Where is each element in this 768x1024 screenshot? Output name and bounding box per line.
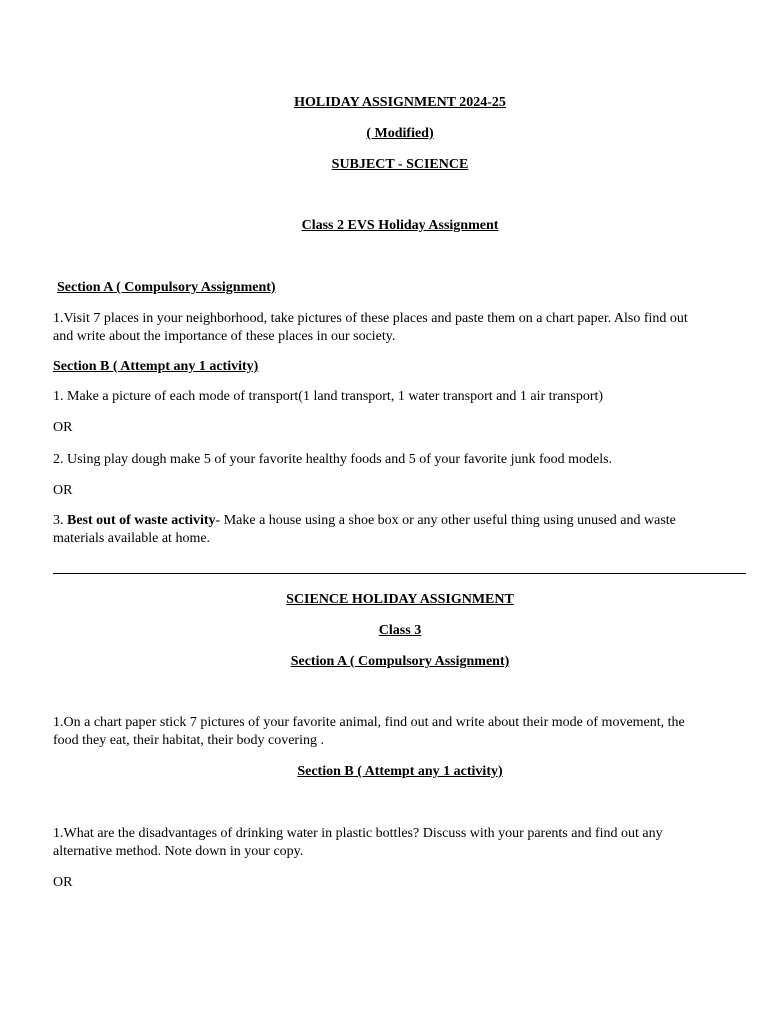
- class2-item-1: 1. Make a picture of each mode of transport(1 land transport, 1 water transport and 1 air transport): [53, 389, 604, 404]
- class2-section-a-heading: Section A ( Compulsory Assignment): [57, 280, 276, 295]
- class3-item-1-line2: alternative method. Note down in your copy.: [53, 844, 304, 859]
- class2-section-a-line2: and write about the importance of these places in our society.: [53, 329, 396, 344]
- document-title: HOLIDAY ASSIGNMENT 2024-25: [294, 95, 506, 110]
- class2-item-3-bold: Best out of waste activity: [67, 513, 216, 528]
- class3-label: Class 3: [378, 623, 422, 638]
- class3-or-1: OR: [53, 875, 73, 890]
- class2-item-3-prefix: 3.: [53, 513, 67, 528]
- class2-item-3: [53, 512, 676, 530]
- class3-section-a-line2: food they eat, their habitat, their body covering .: [53, 733, 324, 748]
- class2-or-1: OR: [53, 420, 73, 435]
- class3-section-a-heading: Section A ( Compulsory Assignment): [290, 654, 510, 669]
- section-divider: [53, 573, 746, 574]
- class2-item-2: 2. Using play dough make 5 of your favorite healthy foods and 5 of your favorite junk food models.: [53, 452, 613, 467]
- class2-item-3-rest: - Make a house using a shoe box or any other useful thing using unused and waste: [215, 513, 676, 528]
- class2-or-2: OR: [53, 483, 73, 498]
- subject-heading: SUBJECT - SCIENCE: [331, 157, 469, 172]
- modified-label: ( Modified): [366, 126, 434, 141]
- class3-item-1-line1: 1.What are the disadvantages of drinking water in plastic bottles? Discuss with your parents and find out any: [53, 826, 663, 841]
- class2-section-b-heading: Section B ( Attempt any 1 activity): [53, 359, 259, 374]
- class2-title: Class 2 EVS Holiday Assignment: [301, 218, 499, 233]
- class3-section-b-heading: Section B ( Attempt any 1 activity): [297, 764, 503, 779]
- class3-title: SCIENCE HOLIDAY ASSIGNMENT: [286, 592, 514, 607]
- class3-section-a-line1: 1.On a chart paper stick 7 pictures of your favorite animal, find out and write about their mode of movement, the: [53, 715, 685, 730]
- class2-section-a-line1: 1.Visit 7 places in your neighborhood, take pictures of these places and paste them on a chart paper. Also find out: [53, 311, 688, 326]
- class2-item-3-line2: materials available at home.: [53, 531, 211, 546]
